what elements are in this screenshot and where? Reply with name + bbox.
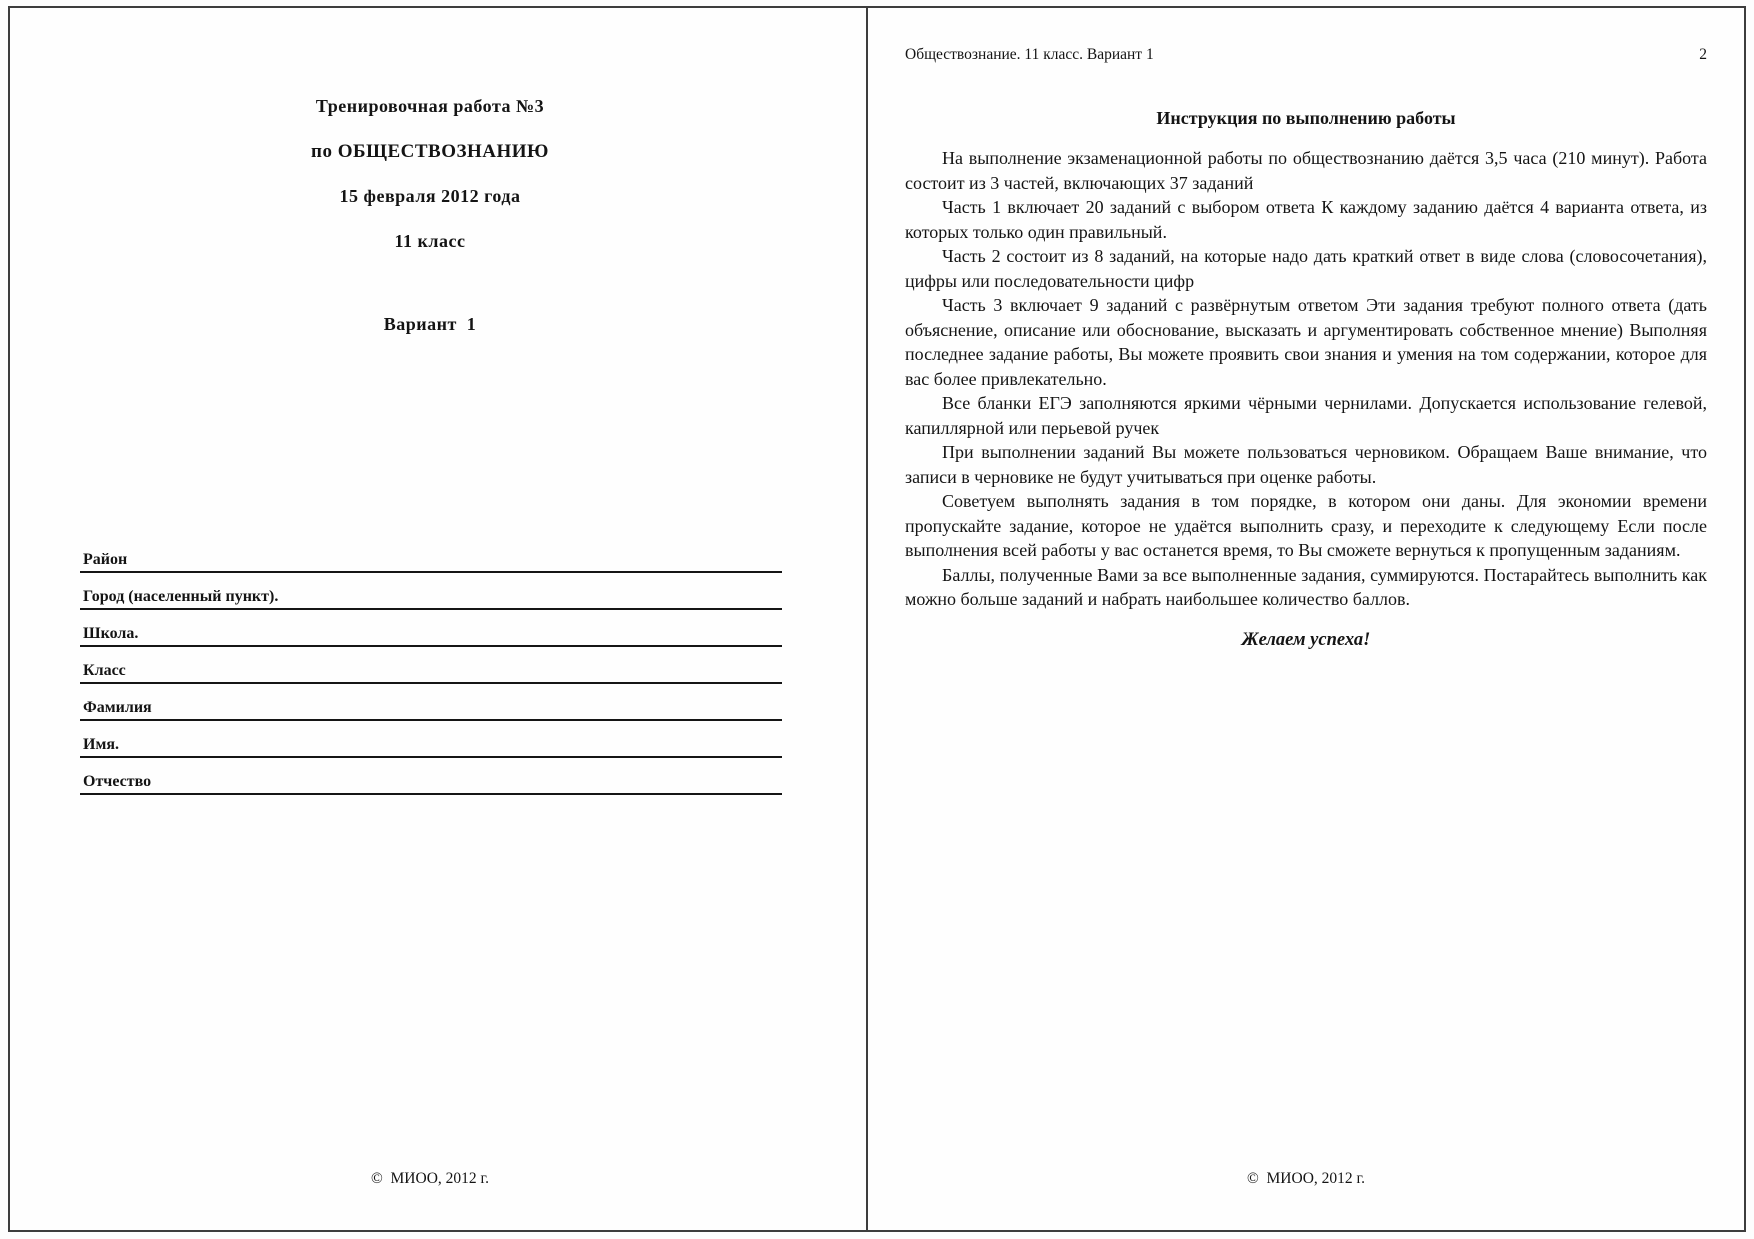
instructions-paragraph-3: Часть 2 состоит из 8 заданий, на которые надо дать краткий ответ в виде слова (словосочетания), цифры или последовательности цифр: [905, 246, 1707, 291]
date-line: 15 февраля 2012 года: [339, 186, 521, 206]
left-page-footer: © МИОО, 2012 г.: [371, 1170, 489, 1187]
instructions-paragraph-4: Часть 3 включает 9 заданий с развёрнутым ответом Эти задания требуют полного ответа (дать объяснение, описание или обоснование, высказать и аргументировать собственное мнение) Выполняя последнее задание работы, Вы можете проявить свои знания и умения на том содержании, которое для вас более привлекательно.: [905, 295, 1707, 389]
field-label-district: Район: [83, 551, 128, 568]
page-number: 2: [1699, 46, 1707, 63]
page-divider: [866, 8, 868, 1230]
field-row-patronymic: [80, 758, 782, 795]
exam-title: Тренировочная работа №3: [315, 96, 545, 116]
sheet-border: [8, 6, 1746, 1232]
instructions-paragraph-1: На выполнение экзаменационной работы по обществознанию даётся 3,5 часа (210 минут). Работа состоит из 3 частей, включающих 37 заданий: [905, 148, 1707, 193]
instructions-heading: Инструкция по выполнению работы: [1156, 108, 1456, 128]
field-row-name: [80, 721, 782, 758]
field-row-city: [80, 573, 782, 610]
instructions-body: [905, 146, 1707, 652]
field-row-school: [80, 610, 782, 647]
class-line: 11 класс: [394, 231, 466, 251]
field-label-class: Класс: [83, 662, 126, 679]
field-row-surname: [80, 684, 782, 721]
field-row-class: [80, 647, 782, 684]
registration-fields: [80, 536, 782, 795]
running-header-row: [905, 46, 1707, 64]
closing-wish: Желаем успеха!: [1241, 629, 1371, 650]
variant-label: Вариант 1: [383, 314, 477, 334]
instructions-paragraph-6: При выполнении заданий Вы можете пользоваться черновиком. Обращаем Ваше внимание, что записи в черновике не будут учитываться при оценке работы.: [905, 442, 1707, 487]
instructions-paragraph-7: Советуем выполнять задания в том порядке, в котором они даны. Для экономии времени пропускайте задание, которое не удаётся выполнить сразу, и переходите к следующему Если после выполнения всей работы у вас останется время, то Вы сможете вернуться к пропущенным заданиям.: [905, 491, 1707, 560]
field-label-city: Город (населенный пункт).: [83, 588, 279, 605]
field-row-district: [80, 536, 782, 573]
field-label-school: Школа.: [83, 625, 139, 642]
instructions-paragraph-2: Часть 1 включает 20 заданий с выбором ответа К каждому заданию даётся 4 варианта ответа, из которых только один правильный.: [905, 197, 1707, 242]
field-label-surname: Фамилия: [83, 699, 152, 716]
right-page-footer: © МИОО, 2012 г.: [1247, 1170, 1365, 1187]
subject-title: по ОБЩЕСТВОЗНАНИЮ: [311, 141, 549, 162]
field-label-patronymic: Отчество: [83, 773, 152, 790]
running-header: Обществознание. 11 класс. Вариант 1: [905, 46, 1154, 63]
field-label-name: Имя.: [83, 736, 119, 753]
instructions-paragraph-8: Баллы, полученные Вами за все выполненные задания, суммируются. Постарайтесь выполнить как можно больше заданий и набрать наибольшее количество баллов.: [905, 564, 1707, 609]
instructions-paragraph-5: Все бланки ЕГЭ заполняются яркими чёрными чернилами. Допускается использование гелевой, капиллярной или перьевой ручек: [905, 393, 1707, 438]
